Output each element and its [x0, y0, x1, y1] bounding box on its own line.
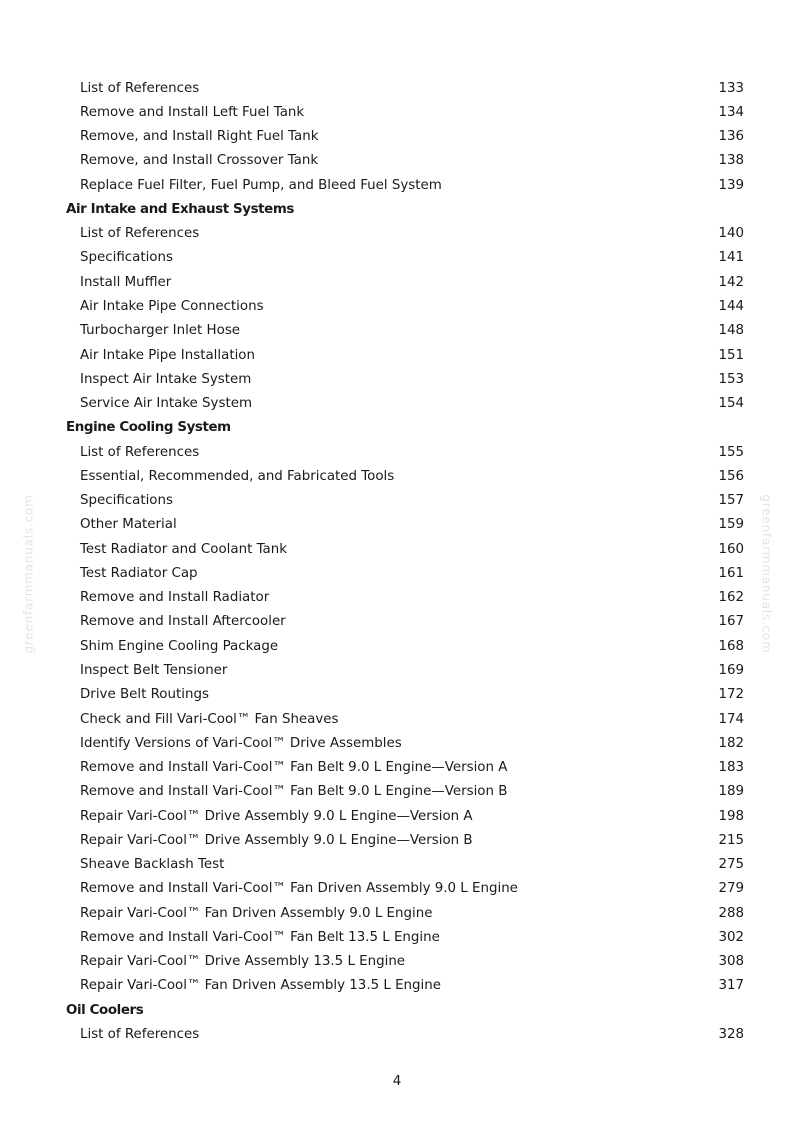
entry-page-number: 160	[718, 541, 744, 557]
entry-title: Remove and Install Vari-Cool™ Fan Belt 9.0 L Engine—Version A	[80, 760, 508, 776]
table-of-contents	[66, 76, 744, 1047]
entry-page-number: 138	[718, 153, 744, 169]
toc-entry[interactable]	[66, 513, 744, 537]
entry-title: Turbocharger Inlet Hose	[80, 323, 241, 339]
entry-page-number: 317	[718, 978, 744, 994]
entry-page-number: 168	[718, 638, 744, 654]
toc-entry[interactable]	[66, 586, 744, 610]
watermark-right	[757, 494, 777, 654]
entry-page-number: 155	[718, 444, 744, 460]
entry-page-number: 156	[718, 468, 744, 484]
toc-entry[interactable]	[66, 319, 744, 343]
entry-title: Remove, and Install Right Fuel Tank	[80, 129, 319, 145]
entry-page-number: 169	[718, 663, 744, 678]
toc-entry[interactable]	[66, 100, 744, 124]
entry-title: Repair Vari-Cool™ Drive Assembly 9.0 L Engine—Version B	[80, 832, 473, 848]
entry-page-number: 162	[718, 590, 744, 606]
entry-title: Replace Fuel Filter, Fuel Pump, and Bleed Fuel System	[80, 177, 442, 193]
entry-title: List of References	[80, 80, 200, 96]
entry-page-number: 275	[718, 857, 744, 873]
toc-entry[interactable]	[66, 222, 744, 246]
entry-title: Install Muffler	[80, 274, 172, 290]
toc-entry[interactable]	[66, 343, 744, 367]
entry-page-number: 134	[718, 104, 744, 120]
entry-page-number: 182	[718, 735, 744, 751]
entry-page-number: 153	[718, 371, 744, 387]
toc-entry[interactable]	[66, 780, 744, 804]
entry-title: List of References	[80, 444, 200, 460]
entry-title: Specifications	[80, 493, 173, 509]
toc-entry[interactable]	[66, 925, 744, 949]
toc-entry[interactable]	[66, 294, 744, 318]
entry-page-number: 154	[718, 396, 744, 412]
entry-page-number: 189	[718, 784, 744, 800]
entry-title: Air Intake Pipe Installation	[80, 347, 255, 363]
entry-title: Inspect Air Intake System	[80, 371, 252, 387]
page-number: 4	[392, 1074, 402, 1089]
toc-entry[interactable]	[66, 828, 744, 852]
section-title: Air Intake and Exhaust Systems	[66, 201, 294, 217]
entry-title: Sheave Backlash Test	[80, 857, 225, 873]
entry-page-number: 136	[718, 129, 744, 145]
entry-page-number: 161	[718, 565, 744, 581]
entry-title: Essential, Recommended, and Fabricated Tools	[80, 468, 395, 484]
toc-entry[interactable]	[66, 901, 744, 925]
toc-entry[interactable]	[66, 464, 744, 488]
entry-page-number: 159	[718, 517, 744, 533]
entry-page-number: 288	[718, 905, 744, 921]
entry-page-number: 139	[718, 177, 744, 193]
entry-page-number: 142	[718, 274, 744, 290]
toc-entry[interactable]	[66, 877, 744, 901]
entry-title: Remove and Install Vari-Cool™ Fan Belt 9.0 L Engine—Version B	[80, 784, 508, 800]
entry-page-number: 133	[718, 80, 744, 96]
entry-page-number: 328	[718, 1026, 744, 1042]
toc-section-heading	[66, 416, 744, 440]
entry-title: Service Air Intake System	[80, 396, 252, 412]
entry-title: List of References	[80, 226, 200, 242]
entry-title: Repair Vari-Cool™ Drive Assembly 9.0 L Engine—Version A	[80, 808, 473, 824]
toc-entry[interactable]	[66, 561, 744, 585]
entry-title: Other Material	[80, 517, 177, 533]
section-title: Engine Cooling System	[66, 420, 231, 436]
entry-page-number: 198	[718, 808, 744, 824]
watermark-text: greenfarmmanuals.com	[760, 494, 775, 654]
entry-title: Repair Vari-Cool™ Drive Assembly 13.5 L Engine	[80, 954, 406, 970]
toc-entry[interactable]	[66, 974, 744, 998]
entry-title: Test Radiator Cap	[80, 565, 198, 581]
watermark-left	[19, 494, 39, 654]
toc-entry[interactable]	[66, 391, 744, 415]
toc-entry[interactable]	[66, 731, 744, 755]
entry-title: Remove and Install Vari-Cool™ Fan Belt 13.5 L Engine	[80, 929, 440, 945]
toc-entry[interactable]	[66, 173, 744, 197]
entry-page-number: 151	[718, 347, 744, 363]
toc-entry[interactable]	[66, 755, 744, 779]
toc-entry[interactable]	[66, 683, 744, 707]
toc-section-heading	[66, 197, 744, 221]
entry-title: Check and Fill Vari-Cool™ Fan Sheaves	[80, 711, 339, 727]
entry-page-number: 174	[718, 711, 744, 727]
entry-title: Remove and Install Vari-Cool™ Fan Driven Assembly 9.0 L Engine	[80, 881, 518, 897]
entry-page-number: 308	[718, 954, 744, 970]
entry-title: Shim Engine Cooling Package	[80, 638, 279, 654]
entry-page-number: 172	[718, 687, 744, 703]
toc-entry[interactable]	[66, 707, 744, 731]
entry-title: Remove, and Install Crossover Tank	[80, 153, 319, 169]
entry-page-number: 141	[718, 250, 744, 266]
entry-page-number: 148	[718, 323, 744, 339]
toc-entry[interactable]	[66, 270, 744, 294]
toc-entry[interactable]	[66, 125, 744, 149]
watermark-text: greenfarmmanuals.com	[22, 494, 37, 654]
entry-title: Repair Vari-Cool™ Fan Driven Assembly 9.0 L Engine	[80, 905, 433, 921]
entry-title: Inspect Belt Tensioner	[80, 663, 228, 678]
toc-entry[interactable]	[66, 634, 744, 658]
toc-section-heading	[66, 998, 744, 1022]
toc-entry[interactable]	[66, 76, 744, 100]
entry-page-number: 167	[718, 614, 744, 630]
toc-entry[interactable]	[66, 440, 744, 464]
entry-page-number: 279	[718, 881, 744, 897]
toc-entry[interactable]	[66, 367, 744, 391]
entry-title: Air Intake Pipe Connections	[80, 299, 264, 315]
entry-page-number: 140	[718, 226, 744, 242]
toc-entry[interactable]	[66, 658, 744, 682]
entry-page-number: 157	[718, 493, 744, 509]
entry-page-number: 302	[718, 929, 744, 945]
entry-page-number: 144	[718, 299, 744, 315]
toc-entry[interactable]	[66, 246, 744, 270]
toc-entry[interactable]	[66, 950, 744, 974]
toc-entry[interactable]	[66, 853, 744, 877]
entry-title: Remove and Install Radiator	[80, 590, 270, 606]
entry-title: Remove and Install Aftercooler	[80, 614, 286, 630]
toc-entry[interactable]	[66, 489, 744, 513]
entry-page-number: 215	[718, 832, 744, 848]
entry-page-number: 183	[718, 760, 744, 776]
entry-title: List of References	[80, 1026, 200, 1042]
toc-entry[interactable]	[66, 1022, 744, 1046]
entry-title: Drive Belt Routings	[80, 687, 209, 703]
toc-entry[interactable]	[66, 804, 744, 828]
entry-title: Remove and Install Left Fuel Tank	[80, 104, 305, 120]
toc-entry[interactable]	[66, 610, 744, 634]
toc-entry[interactable]	[66, 149, 744, 173]
section-title: Oil Coolers	[66, 1002, 144, 1018]
toc-entry[interactable]	[66, 537, 744, 561]
entry-title: Repair Vari-Cool™ Fan Driven Assembly 13.5 L Engine	[80, 978, 441, 994]
entry-title: Identify Versions of Vari-Cool™ Drive Assembles	[80, 735, 402, 751]
entry-title: Test Radiator and Coolant Tank	[80, 541, 287, 557]
entry-title: Specifications	[80, 250, 173, 266]
